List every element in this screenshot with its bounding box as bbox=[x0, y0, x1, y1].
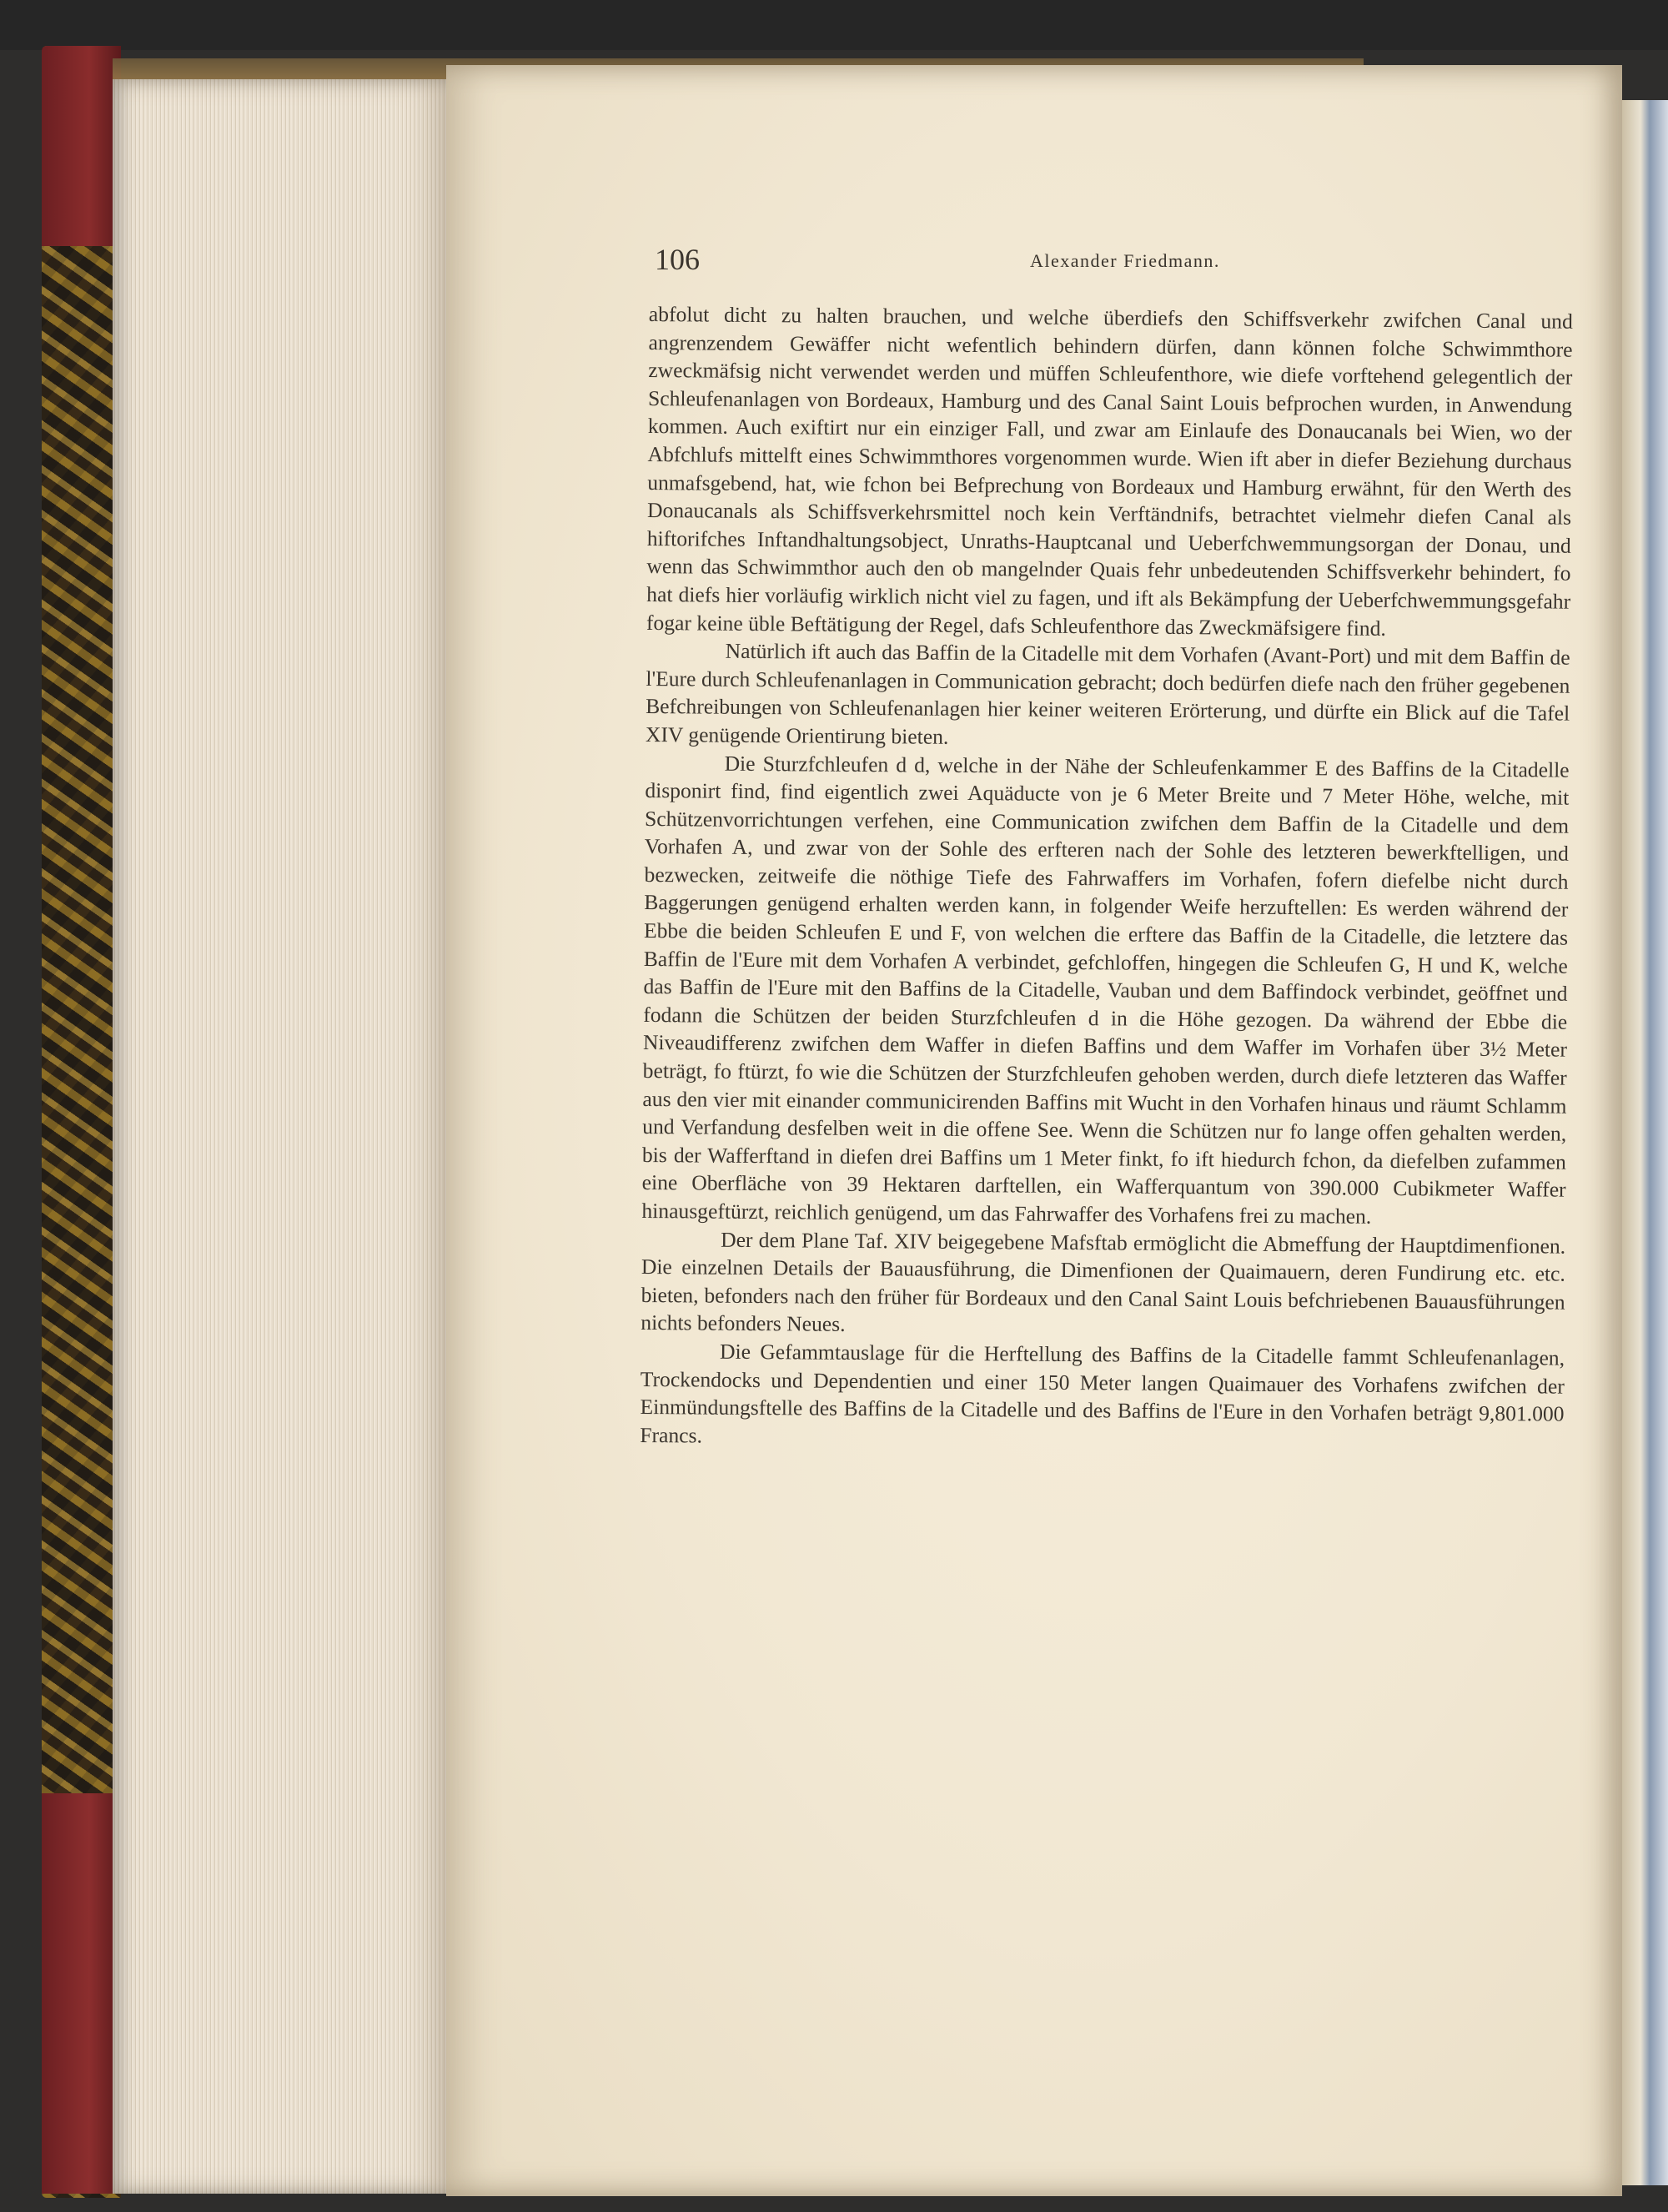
scanner-bed bbox=[0, 0, 1668, 50]
page-stack-fore-edge bbox=[113, 79, 446, 2194]
paragraph: Der dem Plane Taf. XIV beigegebene Mafsftab ermöglicht die Abmeffung der Hauptdimenfionen. Die einzelnen Details der Bauausführung, die Dimenfionen der Quaimauern, deren Fundirung etc. etc. bieten, befonders nach den früher für Bordeaux und den Canal Saint Louis befchriebenen Bauausführungen nichts befonders Neues. bbox=[641, 1227, 1566, 1337]
paragraph: Natürlich ift auch das Baffin de la Citadelle mit dem Vorhafen (Avant-Port) und mit dem Baffin de l'Eure durch Schleufenanlagen in Communication gebracht; doch bedürfen diefe nach den früher gegebenen Befchreibungen von Schleufenanlagen hier keiner weiteren Erörterung, und dürfte ein Blick auf die Tafel XIV genügende Orientirung bieten. bbox=[645, 638, 1570, 749]
paragraph: Die Gefammtauslage für die Herftellung des Baffins de la Citadelle fammt Schleufenanlagen, Trockendocks und Dependentien und einer 150 Meter langen Quaimauer des Vorhafens zwifchen der Einmündungsftelle des Baffins de la Citadelle und des Baffins de l'Eure in den Vorhafen beträgt 9,801.000 Francs. bbox=[640, 1339, 1565, 1448]
page-number: 106 bbox=[655, 243, 700, 276]
running-head: Alexander Friedmann. bbox=[1030, 250, 1220, 271]
page-header bbox=[655, 242, 1572, 284]
body-text bbox=[640, 300, 1573, 1456]
cover-corner-bottom bbox=[42, 1793, 121, 2194]
paragraph: abfolut dicht zu halten brauchen, und welche überdiefs den Schiffsverkehr zwifchen Canal und angrenzendem Gewäffer nicht wefentlich behindern dürfen, dann können folche Schwimmthore zweckmäfsig nicht verwendet werden und müffen Schleufenthore, wie diefe vorftehend gelegentlich der Schleufenanlagen von Bordeaux, Hamburg und des Canal Saint Louis befprochen wurden, in Anwendung kommen. Auch exiftirt nur ein einziger Fall, und zwar am Einlaufe des Donaucanals bei Wien, wo der Abfchlufs mittelft eines Schwimmthores vorgenommen wurde. Wien ift aber in diefer Beziehung durchaus unmafsgebend, hat, wie fchon bei Befprechung von Bordeaux und Hamburg erwähnt, für den Werth des Donaucanals als Schiffsverkehrsmittel noch kein Verftändnifs, betrachtet vielmehr diefen Canal als hiftorifches Inftandhaltungsobject, Unraths-Hauptcanal und Ueberfchwemmungsorgan der Donau, und wenn das Schwimmthor auch den ob mangelnder Quais fehr unbedeutenden Schiffsverkehr behindert, fo hat diefs hier vorläufig wirklich nicht viel zu fagen, und ift als Bekämpfung der Ueberfchwemmungsgefahr fogar keine üble Beftätigung der Regel, dafs Schleufenthore das Zweckmäfsigere find. bbox=[646, 301, 1573, 641]
cover-corner-top bbox=[42, 46, 121, 246]
next-page-sliver bbox=[1622, 100, 1668, 2185]
paragraph: Die Sturzfchleufen d d, welche in der Nähe der Schleufenkammer E des Baffins de la Citadelle disponirt find, find eigentlich zwei Aquäducte von je 6 Meter Breite und 7 Meter Höhe, welche, mit Schützenvorrichtungen verfehen, eine Communication zwifchen dem Baffin de la Citadelle und dem Vorhafen A, und zwar von der Sohle des erfteren nach der Sohle des letzteren bewerkftelligen, und bezwecken, zeitweife die nöthige Tiefe des Fahrwaffers im Vorhafen, fofern diefelbe nicht durch Baggerungen genügend erhalten werden kann, in folgender Weife herzuftellen: Es werden während der Ebbe die beiden Schleufen E und F, von welchen die erftere das Baffin de la Citadelle, die letztere das Baffin de l'Eure mit dem Vorhafen A verbindet, gefchloffen, hingegen die Schleufen G, H und K, welche das Baffin de l'Eure mit den Baffins de la Citadelle, Vauban und dem Baffindock verbindet, geöffnet und fodann die Schützen der beiden Sturzfchleufen d in die Höhe gezogen. Da während der Ebbe die Niveaudifferenz zwifchen dem Waffer in diefen Baffins und dem Waffer im Vorhafen über 3½ Meter beträgt, fo ftürzt, fo wie die Schützen der Sturzfchleufen gehoben werden, durch diefe letzteren das Waffer aus den vier mit einander communicirenden Baffins mit Wucht in den Vorhafen hinaus und räumt Schlamm und Verfandung desfelben weit in die offene See. Wenn die Schützen nur fo lange offen gehalten werden, bis der Wafferftand in diefen drei Baffins um 1 Meter finkt, fo ift hiedurch fchon, da diefelben zufammen eine Oberfläche von 39 Hektaren darftellen, ein Wafferquantum von 390.000 Cubikmeter Waffer hinausgeftürzt, reichlich genügend, um das Fahrwaffer des Vorhafens frei zu machen. bbox=[641, 751, 1570, 1229]
